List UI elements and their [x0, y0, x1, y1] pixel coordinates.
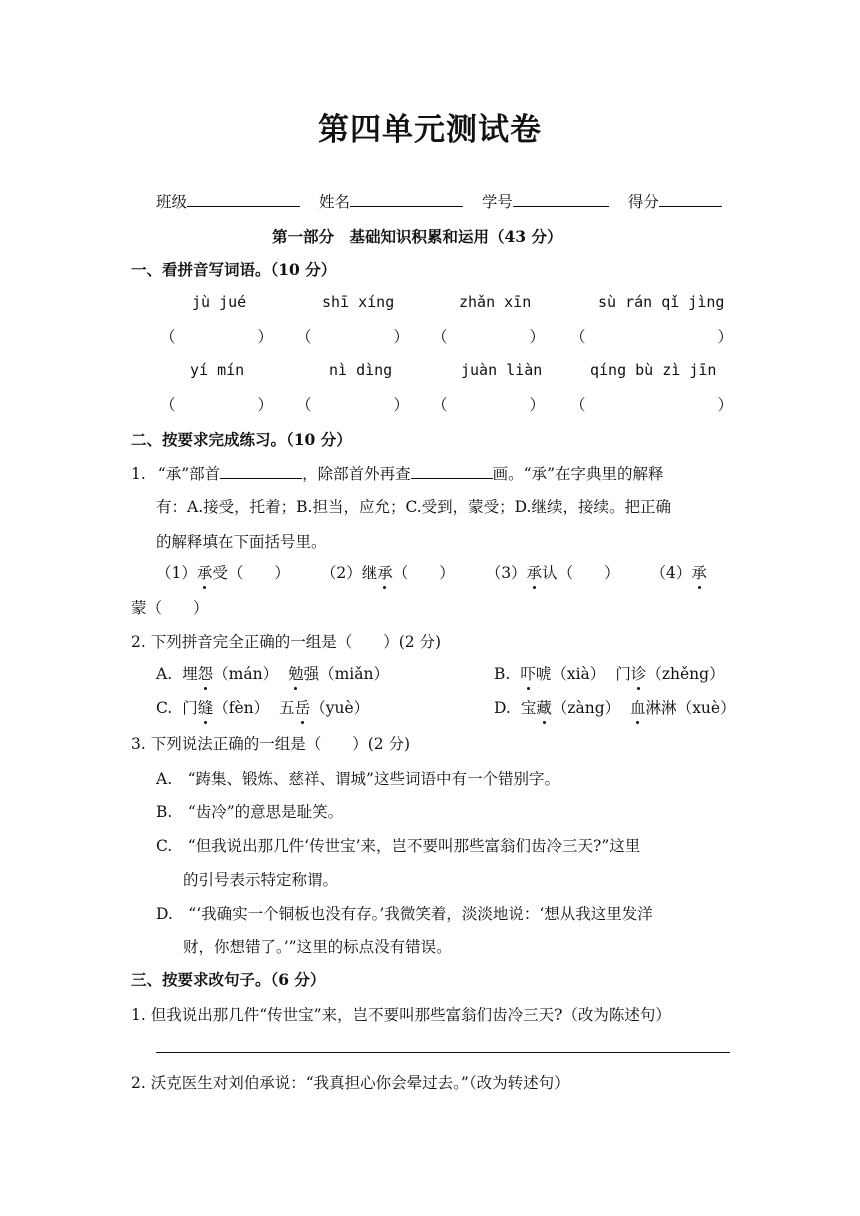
pinyin-7: juàn liàn: [461, 361, 543, 379]
name-field[interactable]: [350, 192, 463, 207]
choice-3-c-line-2: 的引号表示特定称谓。: [183, 871, 339, 889]
option-2: （2）继承（ ）: [321, 564, 455, 582]
question-3-2: 2. 沃克医生对刘伯承说：“我真担心你会晕过去。”（改为转述句）: [131, 1074, 570, 1092]
choice-2-d[interactable]: D. 宝藏（zàng） 血淋淋（xuè）: [494, 696, 736, 718]
question-3-1: 1. 但我说出那几件“传世宝”来，岂不要叫那些富翁们齿冷三天?（改为陈述句）: [131, 1006, 671, 1024]
pinyin-5: yí mín: [190, 361, 245, 379]
section-1-heading: 一、看拼音写词语。（10 分）: [131, 260, 337, 279]
question-2-3-stem: 3. 下列说法正确的一组是（ ）(2 分): [131, 735, 411, 753]
choice-3-c-line-1[interactable]: C. “但我说出那几件‘传世宝’来，岂不要叫那些富翁们齿冷三天?”这里: [156, 837, 641, 855]
option-1: （1）承受（ ）: [156, 564, 290, 582]
choice-3-a[interactable]: A. “踌集、锻炼、慈祥、谓城”这些词语中有一个错别字。: [156, 770, 560, 788]
name-label: 姓名: [318, 193, 350, 211]
page-title: 第四单元测试卷: [318, 112, 542, 148]
radical-blank[interactable]: [220, 464, 302, 479]
question-2-1-line-2: 有：A.接受，托着；B.担当，应允；C.受到，蒙受；D.继续，接续。把正确: [156, 498, 671, 516]
answer-box-3[interactable]: （ ）: [432, 328, 546, 346]
option-3: （3）承认（ ）: [486, 564, 620, 582]
choice-3-d-line-1[interactable]: D. “‘我确实一个铜板也没有存。’我微笑着，淡淡地说：‘想从我这里发洋: [156, 905, 653, 923]
answer-box-1[interactable]: （ ）: [160, 328, 274, 346]
answer-line-3-1[interactable]: [156, 1052, 730, 1053]
question-2-1-line-3: 的解释填在下面括号里。: [156, 533, 327, 551]
answer-box-7[interactable]: （ ）: [432, 396, 546, 414]
question-2-2-stem: 2. 下列拼音完全正确的一组是（ ）(2 分): [131, 633, 442, 651]
pinyin-3: zhǎn xīn: [459, 293, 532, 311]
choice-2-c[interactable]: C. 门缝（fèn） 五岳（yuè）: [156, 696, 369, 718]
section-3-heading: 三、按要求改句子。（6 分）: [131, 970, 326, 989]
score-label: 得分: [627, 193, 659, 211]
id-field[interactable]: [513, 192, 609, 207]
answer-box-6[interactable]: （ ）: [296, 396, 410, 414]
class-label: 班级: [156, 193, 188, 211]
question-2-1-line-5: 蒙（ ）: [131, 599, 209, 617]
strokes-blank[interactable]: [411, 464, 493, 479]
choice-2-a[interactable]: A. 埋怨（mán） 勉强（miǎn）: [156, 662, 389, 684]
pinyin-6: nì dìng: [329, 361, 393, 379]
score-field[interactable]: [659, 192, 722, 207]
pinyin-2: shī xíng: [322, 293, 395, 311]
answer-box-5[interactable]: （ ）: [160, 396, 274, 414]
pinyin-4: sù rán qǐ jìng: [598, 293, 725, 311]
answer-box-8[interactable]: （ ）: [570, 396, 734, 414]
option-4: （4）承: [651, 564, 707, 582]
answer-box-4[interactable]: （ ）: [570, 328, 734, 346]
question-2-1-options: [156, 561, 707, 583]
student-info-row: [156, 190, 722, 212]
id-label: 学号: [481, 193, 513, 211]
pinyin-8: qíng bù zì jīn: [590, 361, 717, 379]
part-heading: 第一部分 基础知识积累和运用（43 分）: [272, 227, 563, 246]
choice-2-b[interactable]: B. 吓唬（xià） 门诊（zhěng）: [494, 662, 725, 684]
choice-3-d-line-2: 财，你想错了。’”这里的标点没有错误。: [183, 938, 452, 956]
question-2-1-line-1: 1. “承”部首 ，除部首外再查 画。“承”在字典里的解释: [131, 465, 664, 483]
answer-box-2[interactable]: （ ）: [296, 328, 410, 346]
pinyin-1: jù jué: [192, 293, 247, 311]
class-field[interactable]: [187, 192, 300, 207]
section-2-heading: 二、按要求完成练习。（10 分）: [131, 430, 352, 449]
choice-3-b[interactable]: B. “齿冷”的意思是耻笑。: [156, 803, 344, 821]
